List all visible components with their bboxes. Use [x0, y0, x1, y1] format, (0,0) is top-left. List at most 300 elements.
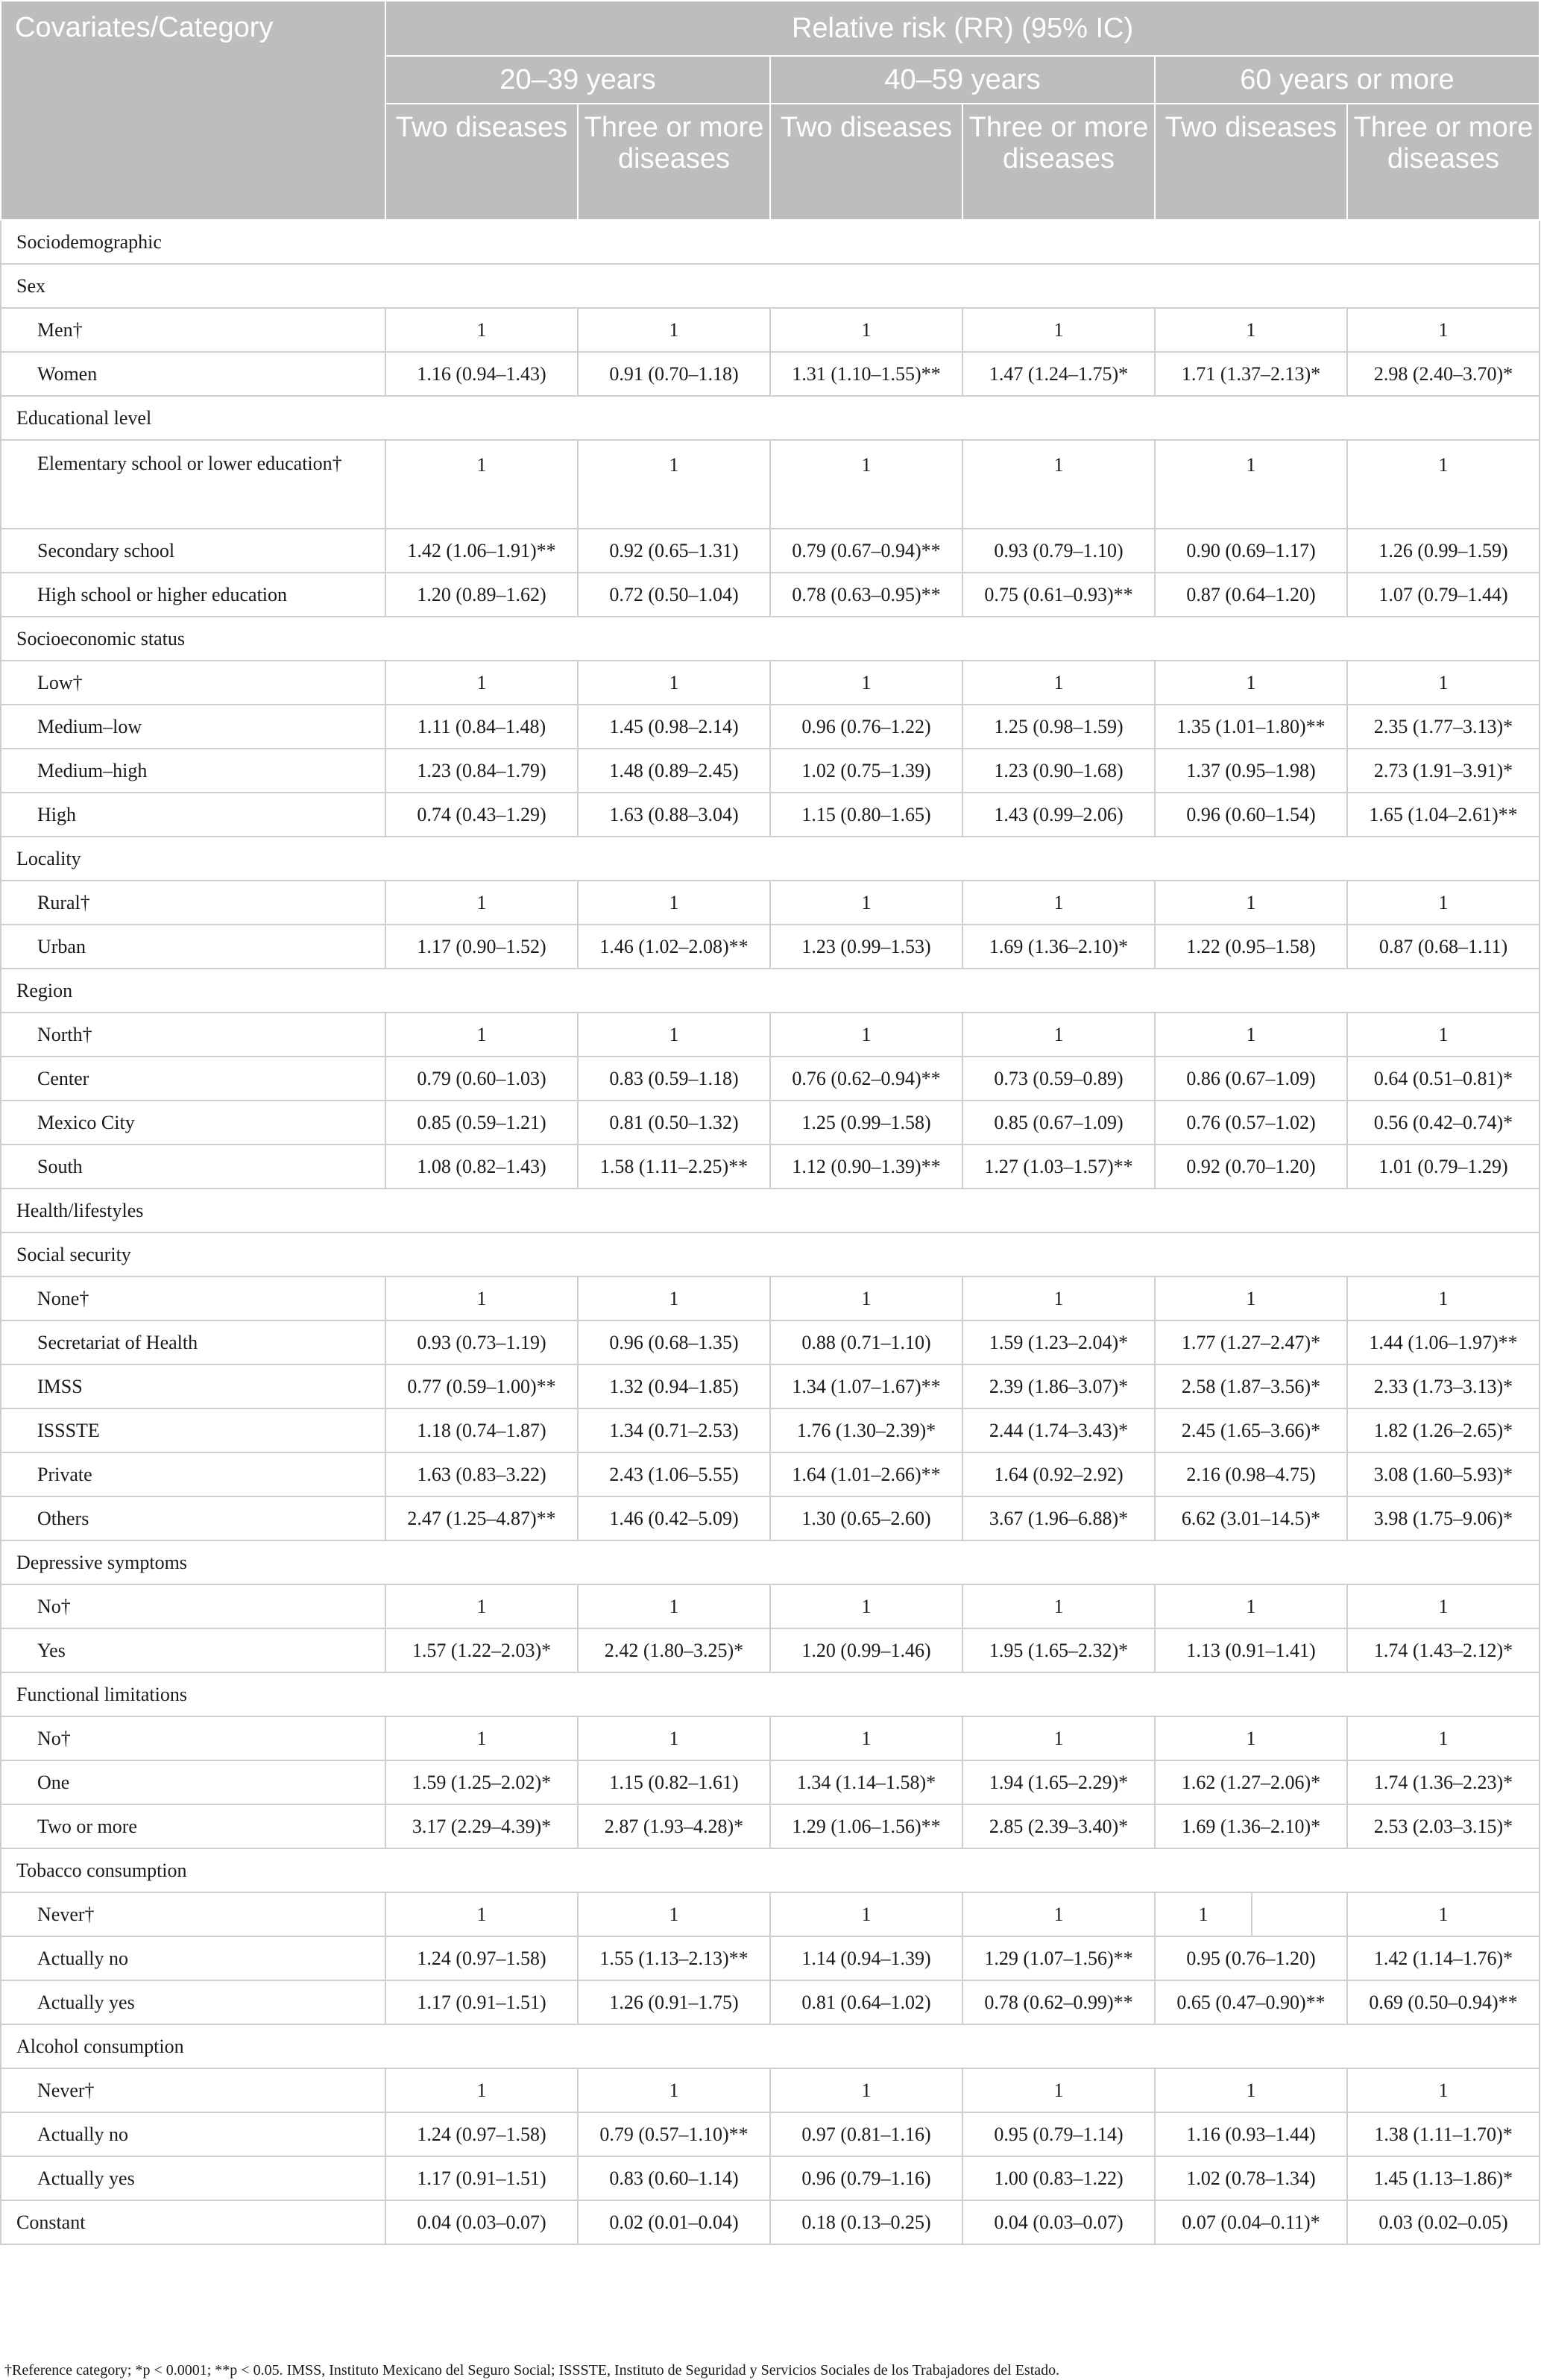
rr-cell: 0.92 (0.70–1.20) [1155, 1145, 1347, 1189]
rr-cell: 0.72 (0.50–1.04) [578, 573, 770, 617]
rr-cell: 1.30 (0.65–2.60) [770, 1496, 962, 1540]
rr-cell: 1.47 (1.24–1.75)* [962, 352, 1155, 396]
rr-cell: 0.78 (0.62–0.99)** [962, 1980, 1155, 2024]
rr-cell: 3.67 (1.96–6.88)* [962, 1496, 1155, 1540]
section-row [1, 1540, 1540, 1584]
rr-cell: 0.74 (0.43–1.29) [385, 793, 578, 837]
section-label: Functional limitations [1, 1672, 1540, 1716]
rr-cell: 2.33 (1.73–3.13)* [1347, 1364, 1540, 1408]
constant-row [1, 2200, 1540, 2244]
rr-cell: 1 [962, 1716, 1155, 1760]
rr-cell: 1.59 (1.25–2.02)* [385, 1760, 578, 1804]
header-three-diseases: Three or more diseases [578, 104, 770, 220]
rr-cell: 1.14 (0.94–1.39) [770, 1936, 962, 1980]
section-row [1, 969, 1540, 1013]
rr-cell: 1 [770, 1013, 962, 1057]
rr-cell: 1 [770, 1584, 962, 1628]
section-row [1, 837, 1540, 881]
rr-cell: 0.83 (0.60–1.14) [578, 2156, 770, 2200]
rr-cell: 1.34 (1.07–1.67)** [770, 1364, 962, 1408]
section-row [1, 617, 1540, 661]
rr-cell: 1 [1347, 1276, 1540, 1320]
footnote: †Reference category; *p < 0.0001; **p < 0.05. IMSS, Instituto Mexicano del Seguro Social; ISSSTE, Instituto de Seguridad y Servicios Sociales de los Trabajadores del Estado. [4, 2362, 1060, 2379]
rr-cell: 1 [1155, 440, 1347, 529]
table-row [1, 1584, 1540, 1628]
rr-cell: 1.38 (1.11–1.70)* [1347, 2112, 1540, 2156]
row-label: Secondary school [1, 529, 385, 573]
rr-cell: 1.02 (0.75–1.39) [770, 749, 962, 793]
rr-cell: 1 [385, 440, 578, 529]
rr-cell: 1 [1347, 881, 1540, 925]
rr-cell: 1.32 (0.94–1.85) [578, 1364, 770, 1408]
rr-cell: 1.55 (1.13–2.13)** [578, 1936, 770, 1980]
rr-cell: 1 [1347, 1013, 1540, 1057]
rr-cell: 1 [385, 2068, 578, 2112]
rr-cell: 1 [770, 661, 962, 705]
table-row [1, 1057, 1540, 1101]
rr-cell: 1.35 (1.01–1.80)** [1155, 705, 1347, 749]
rr-cell: 1.16 (0.93–1.44) [1155, 2112, 1347, 2156]
section-row [1, 220, 1540, 264]
rr-cell: 1.42 (1.06–1.91)** [385, 529, 578, 573]
rr-cell: 1.24 (0.97–1.58) [385, 2112, 578, 2156]
rr-cell: 1.27 (1.03–1.57)** [962, 1145, 1155, 1189]
rr-cell: 1.00 (0.83–1.22) [962, 2156, 1155, 2200]
section-row [1, 264, 1540, 308]
rr-cell: 1.22 (0.95–1.58) [1155, 925, 1347, 969]
table-row [1, 705, 1540, 749]
rr-cell: 1 [1155, 1276, 1347, 1320]
table-row [1, 352, 1540, 396]
rr-cell: 1.43 (0.99–2.06) [962, 793, 1155, 837]
rr-cell: 1 [578, 308, 770, 352]
rr-cell: 1 [578, 1584, 770, 1628]
rr-cell: 1.26 (0.99–1.59) [1347, 529, 1540, 573]
rr-cell: 1 [578, 2068, 770, 2112]
rr-cell: 0.77 (0.59–1.00)** [385, 1364, 578, 1408]
rr-cell: 2.85 (2.39–3.40)* [962, 1804, 1155, 1848]
rr-cell: 1.63 (0.83–3.22) [385, 1452, 578, 1496]
rr-cell: 1 [578, 661, 770, 705]
row-label: Medium–low [1, 705, 385, 749]
rr-cell: 1.57 (1.22–2.03)* [385, 1628, 578, 1672]
rr-cell: 2.53 (2.03–3.15)* [1347, 1804, 1540, 1848]
rr-cell: 1.42 (1.14–1.76)* [1347, 1936, 1540, 1980]
rr-cell: 0.95 (0.76–1.20) [1155, 1936, 1347, 1980]
table-header [1, 1, 1540, 220]
rr-cell: 0.04 (0.03–0.07) [962, 2200, 1155, 2244]
rr-cell: 0.93 (0.73–1.19) [385, 1320, 578, 1364]
rr-cell: 0.86 (0.67–1.09) [1155, 1057, 1347, 1101]
row-label: No† [1, 1584, 385, 1628]
table-row [1, 2156, 1540, 2200]
rr-cell: 1.23 (0.90–1.68) [962, 749, 1155, 793]
rr-cell: 1.48 (0.89–2.45) [578, 749, 770, 793]
row-label: North† [1, 1013, 385, 1057]
row-label: No† [1, 1716, 385, 1760]
section-label: Sex [1, 264, 1540, 308]
rr-cell: 1 [1155, 1584, 1347, 1628]
rr-cell: 1.16 (0.94–1.43) [385, 352, 578, 396]
rr-cell: 2.35 (1.77–3.13)* [1347, 705, 1540, 749]
rr-cell: 1.63 (0.88–3.04) [578, 793, 770, 837]
rr-cell: 1 [962, 881, 1155, 925]
row-label: High [1, 793, 385, 837]
rr-cell: 1 [385, 661, 578, 705]
rr-cell: 6.62 (3.01–14.5)* [1155, 1496, 1347, 1540]
rr-cell: 1 [578, 881, 770, 925]
rr-cell: 0.75 (0.61–0.93)** [962, 573, 1155, 617]
row-label: Two or more [1, 1804, 385, 1848]
header-two-diseases: Two diseases [1155, 104, 1347, 220]
rr-cell: 1 [385, 308, 578, 352]
rr-cell: 1.18 (0.74–1.87) [385, 1408, 578, 1452]
section-label: Locality [1, 837, 1540, 881]
rr-cell: 2.39 (1.86–3.07)* [962, 1364, 1155, 1408]
rr-cell: 1.46 (1.02–2.08)** [578, 925, 770, 969]
section-row [1, 1189, 1540, 1232]
rr-cell: 1.44 (1.06–1.97)** [1347, 1320, 1540, 1364]
rr-cell: 0.95 (0.79–1.14) [962, 2112, 1155, 2156]
rr-cell: 0.79 (0.67–0.94)** [770, 529, 962, 573]
rr-cell: 2.98 (2.40–3.70)* [1347, 352, 1540, 396]
rr-cell: 1 [1347, 2068, 1540, 2112]
row-label: Others [1, 1496, 385, 1540]
rr-cell: 1 [770, 440, 962, 529]
rr-cell: 1 [1347, 440, 1540, 529]
rr-cell: 1 [962, 1013, 1155, 1057]
table-row [1, 1364, 1540, 1408]
rr-cell: 0.81 (0.50–1.32) [578, 1101, 770, 1145]
section-label: Alcohol consumption [1, 2024, 1540, 2068]
row-label: Urban [1, 925, 385, 969]
rr-cell: 1.02 (0.78–1.34) [1155, 2156, 1347, 2200]
row-label: Women [1, 352, 385, 396]
rr-cell: 0.69 (0.50–0.94)** [1347, 1980, 1540, 2024]
rr-cell: 0.79 (0.60–1.03) [385, 1057, 578, 1101]
rr-cell: 1 [578, 440, 770, 529]
row-label: Never† [1, 2068, 385, 2112]
rr-cell: 0.85 (0.59–1.21) [385, 1101, 578, 1145]
rr-cell: 1.20 (0.89–1.62) [385, 573, 578, 617]
rr-cell: 1.46 (0.42–5.09) [578, 1496, 770, 1540]
rr-cell: 1 [1347, 1584, 1540, 1628]
rr-cell: 0.87 (0.64–1.20) [1155, 573, 1347, 617]
rr-cell: 1.29 (1.06–1.56)** [770, 1804, 962, 1848]
table-body [1, 220, 1540, 2244]
table-row [1, 440, 1540, 529]
rr-cell: 1.25 (0.98–1.59) [962, 705, 1155, 749]
rr-cell: 1.74 (1.36–2.23)* [1347, 1760, 1540, 1804]
rr-cell: 0.65 (0.47–0.90)** [1155, 1980, 1347, 2024]
rr-cell: 1 [1347, 1892, 1540, 1936]
rr-cell: 0.87 (0.68–1.11) [1347, 925, 1540, 969]
rr-cell: 0.02 (0.01–0.04) [578, 2200, 770, 2244]
row-label: High school or higher education [1, 573, 385, 617]
table-row [1, 573, 1540, 617]
rr-cell: 0.88 (0.71–1.10) [770, 1320, 962, 1364]
rr-cell: 0.91 (0.70–1.18) [578, 352, 770, 396]
table-row [1, 308, 1540, 352]
rr-cell: 1.24 (0.97–1.58) [385, 1936, 578, 1980]
rr-cell: 1 [578, 1892, 770, 1936]
row-label: Actually no [1, 1936, 385, 1980]
rr-cell: 2.58 (1.87–3.56)* [1155, 1364, 1347, 1408]
row-label: Secretariat of Health [1, 1320, 385, 1364]
rr-cell: 1.71 (1.37–2.13)* [1155, 352, 1347, 396]
row-label: Yes [1, 1628, 385, 1672]
section-row [1, 1672, 1540, 1716]
header-two-diseases: Two diseases [385, 104, 578, 220]
rr-cell: 1.17 (0.91–1.51) [385, 2156, 578, 2200]
table-row [1, 2112, 1540, 2156]
rr-cell: 0.76 (0.62–0.94)** [770, 1057, 962, 1101]
rr-cell: 0.64 (0.51–0.81)* [1347, 1057, 1540, 1101]
rr-cell [1155, 1892, 1347, 1936]
rr-cell: 0.18 (0.13–0.25) [770, 2200, 962, 2244]
rr-cell: 1.37 (0.95–1.98) [1155, 749, 1347, 793]
table-row [1, 1804, 1540, 1848]
rr-cell: 0.93 (0.79–1.10) [962, 529, 1155, 573]
section-row [1, 396, 1540, 440]
table-row [1, 1145, 1540, 1189]
rr-cell: 1 [1155, 1013, 1347, 1057]
rr-cell: 1.76 (1.30–2.39)* [770, 1408, 962, 1452]
rr-cell: 1.59 (1.23–2.04)* [962, 1320, 1155, 1364]
empty-subcell [1252, 1893, 1346, 1936]
rr-cell: 3.08 (1.60–5.93)* [1347, 1452, 1540, 1496]
rr-cell: 1 [962, 440, 1155, 529]
table-row [1, 529, 1540, 573]
rr-cell: 0.81 (0.64–1.02) [770, 1980, 962, 2024]
rr-cell: 1 [1155, 661, 1347, 705]
rr-cell: 2.42 (1.80–3.25)* [578, 1628, 770, 1672]
rr-cell: 0.83 (0.59–1.18) [578, 1057, 770, 1101]
table-row [1, 2068, 1540, 2112]
header-two-diseases: Two diseases [770, 104, 962, 220]
row-label: ISSSTE [1, 1408, 385, 1452]
rr-cell: 0.79 (0.57–1.10)** [578, 2112, 770, 2156]
rr-cell: 1.82 (1.26–2.65)* [1347, 1408, 1540, 1452]
row-label: Private [1, 1452, 385, 1496]
rr-cell: 0.04 (0.03–0.07) [385, 2200, 578, 2244]
rr-cell: 1 [385, 1716, 578, 1760]
rr-cell: 0.90 (0.69–1.17) [1155, 529, 1347, 573]
table-row [1, 1276, 1540, 1320]
rr-cell: 1.34 (1.14–1.58)* [770, 1760, 962, 1804]
row-label: IMSS [1, 1364, 385, 1408]
rr-cell: 1.34 (0.71–2.53) [578, 1408, 770, 1452]
rr-cell: 2.16 (0.98–4.75) [1155, 1452, 1347, 1496]
table-row [1, 1408, 1540, 1452]
rr-cell: 1.45 (1.13–1.86)* [1347, 2156, 1540, 2200]
rr-cell: 1.62 (1.27–2.06)* [1155, 1760, 1347, 1804]
rr-cell: 1.15 (0.82–1.61) [578, 1760, 770, 1804]
section-label: Tobacco consumption [1, 1848, 1540, 1892]
rr-cell: 1.31 (1.10–1.55)** [770, 352, 962, 396]
rr-cell: 0.97 (0.81–1.16) [770, 2112, 962, 2156]
rr-cell: 0.56 (0.42–0.74)* [1347, 1101, 1540, 1145]
rr-cell: 1.20 (0.99–1.46) [770, 1628, 962, 1672]
header-age-20-39: 20–39 years [385, 56, 770, 104]
rr-cell: 1.23 (0.99–1.53) [770, 925, 962, 969]
rr-cell: 0.07 (0.04–0.11)* [1155, 2200, 1347, 2244]
section-label: Region [1, 969, 1540, 1013]
table-row [1, 1980, 1540, 2024]
row-label: Never† [1, 1892, 385, 1936]
table-row [1, 1760, 1540, 1804]
rr-cell: 1.01 (0.79–1.29) [1347, 1145, 1540, 1189]
table-row [1, 881, 1540, 925]
rr-value: 1 [1156, 1893, 1252, 1936]
rr-cell: 1.12 (0.90–1.39)** [770, 1145, 962, 1189]
rr-cell: 1.26 (0.91–1.75) [578, 1980, 770, 2024]
rr-cell: 1.07 (0.79–1.44) [1347, 573, 1540, 617]
rr-cell: 1 [962, 1276, 1155, 1320]
rr-cell: 1 [962, 1584, 1155, 1628]
rr-cell: 1.08 (0.82–1.43) [385, 1145, 578, 1189]
rr-cell: 0.96 (0.68–1.35) [578, 1320, 770, 1364]
rr-cell: 2.43 (1.06–5.55) [578, 1452, 770, 1496]
rr-cell: 1.95 (1.65–2.32)* [962, 1628, 1155, 1672]
table-row [1, 793, 1540, 837]
section-label: Sociodemographic [1, 220, 1540, 264]
rr-cell: 1 [1155, 308, 1347, 352]
rr-cell: 1.13 (0.91–1.41) [1155, 1628, 1347, 1672]
rr-cell: 1.11 (0.84–1.48) [385, 705, 578, 749]
row-label: Medium–high [1, 749, 385, 793]
rr-cell: 1.65 (1.04–2.61)** [1347, 793, 1540, 837]
rr-cell: 1 [1347, 1716, 1540, 1760]
rr-cell: 1 [385, 1276, 578, 1320]
rr-cell: 1 [962, 2068, 1155, 2112]
row-label: Mexico City [1, 1101, 385, 1145]
row-label: Center [1, 1057, 385, 1101]
header-age-40-59: 40–59 years [770, 56, 1155, 104]
row-label: Elementary school or lower education† [1, 440, 385, 529]
rr-cell: 1 [770, 1716, 962, 1760]
table-row [1, 1628, 1540, 1672]
row-label: South [1, 1145, 385, 1189]
rr-cell: 0.96 (0.60–1.54) [1155, 793, 1347, 837]
table-row [1, 1892, 1540, 1936]
rr-cell: 0.96 (0.79–1.16) [770, 2156, 962, 2200]
rr-cell: 1 [385, 1584, 578, 1628]
rr-cell: 1.29 (1.07–1.56)** [962, 1936, 1155, 1980]
rr-cell: 1.58 (1.11–2.25)** [578, 1145, 770, 1189]
rr-cell: 1.69 (1.36–2.10)* [962, 925, 1155, 969]
rr-cell: 0.96 (0.76–1.22) [770, 705, 962, 749]
table-row [1, 1496, 1540, 1540]
rr-cell: 0.73 (0.59–0.89) [962, 1057, 1155, 1101]
rr-cell: 1.77 (1.27–2.47)* [1155, 1320, 1347, 1364]
rr-cell: 0.78 (0.63–0.95)** [770, 573, 962, 617]
rr-cell: 2.87 (1.93–4.28)* [578, 1804, 770, 1848]
row-label: Low† [1, 661, 385, 705]
row-label: Constant [1, 2200, 385, 2244]
header-covariates: Covariates/Category [1, 1, 385, 220]
rr-cell: 0.76 (0.57–1.02) [1155, 1101, 1347, 1145]
header-rr-title: Relative risk (RR) (95% IC) [385, 1, 1540, 56]
rr-cell: 1.69 (1.36–2.10)* [1155, 1804, 1347, 1848]
rr-cell: 1.64 (1.01–2.66)** [770, 1452, 962, 1496]
rr-cell: 1 [770, 2068, 962, 2112]
header-three-diseases: Three or more diseases [1347, 104, 1540, 220]
split-cell [1156, 1893, 1346, 1936]
rr-cell: 1 [1347, 308, 1540, 352]
row-label: Men† [1, 308, 385, 352]
header-three-diseases: Three or more diseases [962, 104, 1155, 220]
row-label: Rural† [1, 881, 385, 925]
section-label: Depressive symptoms [1, 1540, 1540, 1584]
rr-cell: 1 [770, 308, 962, 352]
rr-cell: 1 [385, 1013, 578, 1057]
rr-cell: 1 [962, 661, 1155, 705]
section-label: Socioeconomic status [1, 617, 1540, 661]
rr-cell: 1 [962, 308, 1155, 352]
rr-cell: 1.25 (0.99–1.58) [770, 1101, 962, 1145]
rr-cell: 1.94 (1.65–2.29)* [962, 1760, 1155, 1804]
rr-cell: 1 [1347, 661, 1540, 705]
table-row [1, 661, 1540, 705]
rr-cell: 1 [578, 1013, 770, 1057]
section-label: Educational level [1, 396, 1540, 440]
section-row [1, 2024, 1540, 2068]
section-row [1, 1848, 1540, 1892]
rr-cell: 2.45 (1.65–3.66)* [1155, 1408, 1347, 1452]
table-row [1, 1452, 1540, 1496]
section-label: Health/lifestyles [1, 1189, 1540, 1232]
rr-cell: 1 [578, 1276, 770, 1320]
table-row [1, 1101, 1540, 1145]
rr-cell: 1 [1155, 1716, 1347, 1760]
rr-cell: 1.17 (0.91–1.51) [385, 1980, 578, 2024]
rr-cell: 1.17 (0.90–1.52) [385, 925, 578, 969]
table-row [1, 1936, 1540, 1980]
rr-cell: 1.23 (0.84–1.79) [385, 749, 578, 793]
rr-cell: 1 [385, 1892, 578, 1936]
rr-cell: 0.03 (0.02–0.05) [1347, 2200, 1540, 2244]
rr-cell: 1 [578, 1716, 770, 1760]
rr-cell: 3.98 (1.75–9.06)* [1347, 1496, 1540, 1540]
rr-cell: 1 [770, 881, 962, 925]
rr-cell: 0.92 (0.65–1.31) [578, 529, 770, 573]
rr-cell: 1 [1155, 2068, 1347, 2112]
table-row [1, 1013, 1540, 1057]
table-row [1, 749, 1540, 793]
row-label: Actually no [1, 2112, 385, 2156]
rr-cell: 1 [385, 881, 578, 925]
rr-cell: 1.45 (0.98–2.14) [578, 705, 770, 749]
rr-cell: 1 [962, 1892, 1155, 1936]
row-label: None† [1, 1276, 385, 1320]
table-row [1, 925, 1540, 969]
row-label: Actually yes [1, 2156, 385, 2200]
rr-cell: 3.17 (2.29–4.39)* [385, 1804, 578, 1848]
section-row [1, 1232, 1540, 1276]
rr-cell: 1.15 (0.80–1.65) [770, 793, 962, 837]
rr-cell: 0.85 (0.67–1.09) [962, 1101, 1155, 1145]
table-row [1, 1716, 1540, 1760]
row-label: Actually yes [1, 1980, 385, 2024]
table-row [1, 1320, 1540, 1364]
rr-cell: 1 [770, 1892, 962, 1936]
rr-cell: 1.74 (1.43–2.12)* [1347, 1628, 1540, 1672]
rr-cell: 2.44 (1.74–3.43)* [962, 1408, 1155, 1452]
rr-cell: 2.47 (1.25–4.87)** [385, 1496, 578, 1540]
rr-cell: 1 [1155, 881, 1347, 925]
rr-cell: 1.64 (0.92–2.92) [962, 1452, 1155, 1496]
